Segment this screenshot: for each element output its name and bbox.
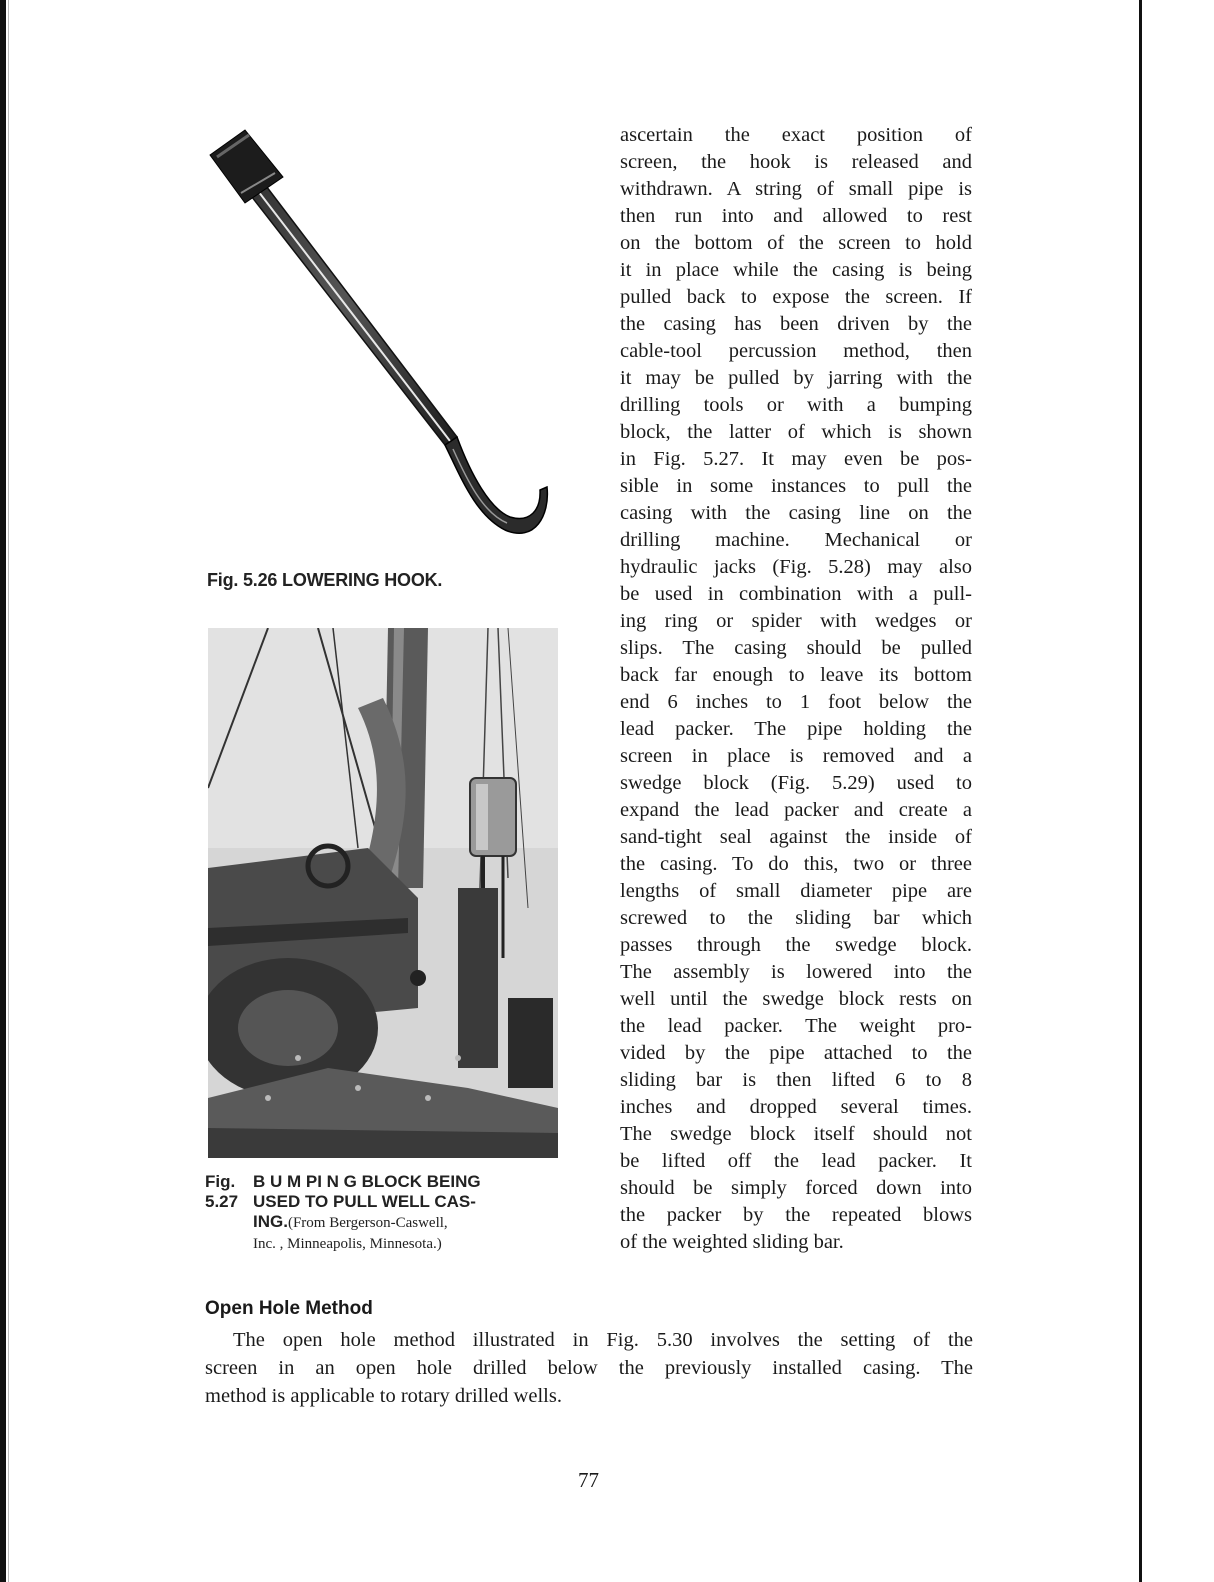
text-line: back far enough to leave its bottom <box>620 664 972 686</box>
text-line: the lead packer. The weight pro- <box>620 1015 972 1037</box>
text-line: ing ring or spider with wedges or <box>620 610 972 632</box>
text-line: in Fig. 5.27. It may even be pos- <box>620 448 972 470</box>
text-line: on the bottom of the screen to hold <box>620 232 972 254</box>
text-line: block, the latter of which is shown <box>620 421 972 443</box>
text-line: screen in an open hole drilled below the previously installed casing. The <box>205 1357 973 1379</box>
text-line: the casing has been driven by the <box>620 313 972 335</box>
text-line: the packer by the repeated blows <box>620 1204 972 1226</box>
text-line: slips. The casing should be pulled <box>620 637 972 659</box>
text-line: it in place while the casing is being <box>620 259 972 281</box>
text-line: hydraulic jacks (Fig. 5.28) may also <box>620 556 972 578</box>
fig-5-27-number: Fig. 5.27 <box>205 1172 239 1211</box>
text-line: should be simply forced down into <box>620 1177 972 1199</box>
text-line: withdrawn. A string of small pipe is <box>620 178 972 200</box>
text-line: of the weighted sliding bar. <box>620 1231 844 1253</box>
text-line: vided by the pipe attached to the <box>620 1042 972 1064</box>
text-line: method is applicable to rotary drilled wells. <box>205 1385 562 1407</box>
section-paragraph <box>205 1326 973 1410</box>
text-line: The assembly is lowered into the <box>620 961 972 983</box>
text-line: then run into and allowed to rest <box>620 205 972 227</box>
text-line: cable-tool percussion method, then <box>620 340 972 362</box>
fig-5-27-credit-line: (From Bergerson-Caswell, <box>287 1215 448 1231</box>
page-number: 77 <box>578 1468 599 1492</box>
section-heading: Open Hole Method <box>205 1298 373 1319</box>
text-line: the casing. To do this, two or three <box>620 853 972 875</box>
body-text-column <box>620 122 972 1256</box>
text-line: sand-tight seal against the inside of <box>620 826 972 848</box>
fig-5-27-credit-line: Inc. , Minneapolis, Minnesota.) <box>253 1236 442 1252</box>
page-edge-left-shadow <box>8 0 9 1582</box>
text-line: The swedge block itself should not <box>620 1123 972 1145</box>
text-line: screen, the hook is released and <box>620 151 972 173</box>
fig-5-26-caption: Fig. 5.26 LOWERING HOOK. <box>207 570 443 590</box>
text-line: inches and dropped several times. <box>620 1096 972 1118</box>
text-line: casing with the casing line on the <box>620 502 972 524</box>
text-line: passes through the swedge block. <box>620 934 972 956</box>
text-line: sliding bar is then lifted 6 to 8 <box>620 1069 972 1091</box>
text-line: be lifted off the lead packer. It <box>620 1150 972 1172</box>
text-line: screen in place is removed and a <box>620 745 972 767</box>
text-line: swedge block (Fig. 5.29) used to <box>620 772 972 794</box>
text-line: lead packer. The pipe holding the <box>620 718 972 740</box>
bumping-block-photo <box>208 628 558 1158</box>
text-line: drilling machine. Mechanical or <box>620 529 972 551</box>
fig-5-27-caption <box>205 1172 573 1254</box>
fig-5-27-title-line: B U M PI N G BLOCK BEING <box>253 1172 481 1191</box>
lowering-hook-image <box>205 115 575 555</box>
text-line: pulled back to expose the screen. If <box>620 286 972 308</box>
text-line: The open hole method illustrated in Fig. 5.30 involves the setting of the <box>233 1329 973 1351</box>
page-edge-left <box>0 0 6 1582</box>
text-line: sible in some instances to pull the <box>620 475 972 497</box>
fig-5-27-title-line: USED TO PULL WELL CAS- <box>253 1192 476 1211</box>
text-line: well until the swedge block rests on <box>620 988 972 1010</box>
text-line: ascertain the exact position of <box>620 124 972 146</box>
text-line: drilling tools or with a bumping <box>620 394 972 416</box>
text-line: end 6 inches to 1 foot below the <box>620 691 972 713</box>
text-line: it may be pulled by jarring with the <box>620 367 972 389</box>
fig-5-27-title-line: ING. <box>253 1212 288 1231</box>
text-line: screwed to the sliding bar which <box>620 907 972 929</box>
text-line: be used in combination with a pull- <box>620 583 972 605</box>
text-line: expand the lead packer and create a <box>620 799 972 821</box>
page-edge-right <box>1139 0 1142 1582</box>
text-line: lengths of small diameter pipe are <box>620 880 972 902</box>
